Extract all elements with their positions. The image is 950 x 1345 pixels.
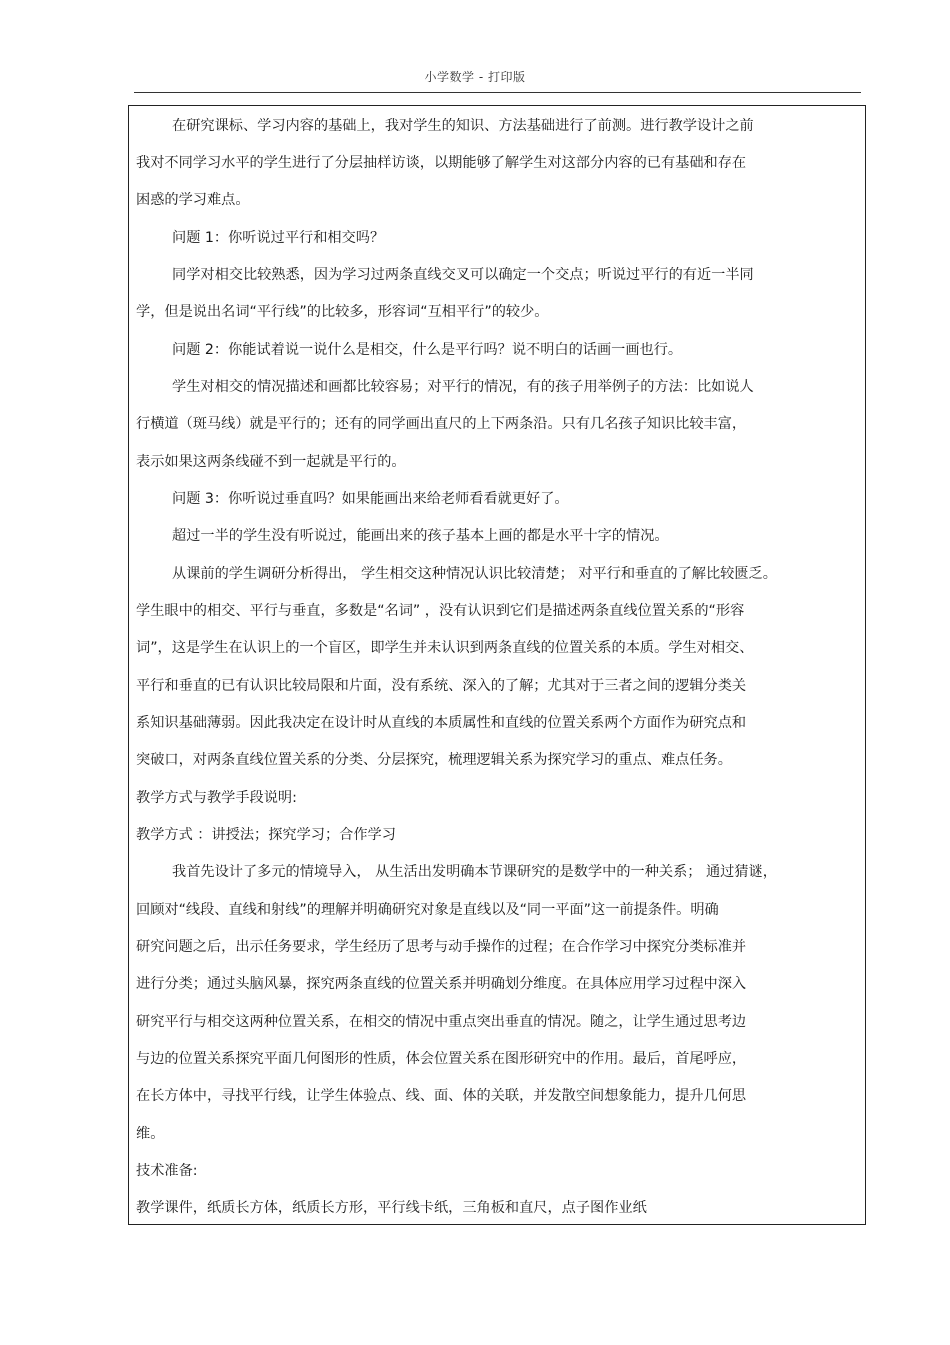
paragraph-line: 突破口，对两条直线位置关系的分类、分层探究，梳理逻辑关系为探究学习的重点、难点任务。 [136, 752, 732, 768]
paragraph-line: 进行分类；通过头脑风暴，探究两条直线的位置关系并明确划分维度。在具体应用学习过程中深入 [136, 976, 747, 992]
paragraph-line: 教学方式 ：讲授法；探究学习；合作学习 [136, 827, 396, 843]
paragraph-line: 表示如果这两条线碰不到一起就是平行的。 [136, 454, 406, 470]
paragraph-line: 回顾对“线段、直线和射线”的理解并明确研究对象是直线以及“同一平面”这一前提条件。明确 [136, 902, 719, 918]
paragraph-line: 教学课件，纸质长方体，纸质长方形，平行线卡纸，三角板和直尺，点子图作业纸 [136, 1200, 647, 1216]
paragraph-line: 从课前的学生调研分析得出， 学生相交这种情况认识比较清楚； 对平行和垂直的了解比较匮乏。 [172, 566, 777, 582]
paragraph-line: 困惑的学习难点。 [136, 192, 250, 208]
paragraph-line: 同学对相交比较熟悉，因为学习过两条直线交叉可以确定一个交点；听说过平行的有近一半同 [172, 267, 754, 283]
paragraph-line: 系知识基础薄弱。因此我决定在设计时从直线的本质属性和直线的位置关系两个方面作为研究点和 [136, 715, 747, 731]
paragraph-line: 研究问题之后，出示任务要求，学生经历了思考与动手操作的过程；在合作学习中探究分类标准并 [136, 939, 747, 955]
paragraph-line: 在研究课标、学习内容的基础上，我对学生的知识、方法基础进行了前测。进行教学设计之前 [172, 118, 754, 134]
paragraph-line: 我首先设计了多元的情境导入， 从生活出发明确本节课研究的是数学中的一种关系； 通过猜谜， [172, 864, 777, 880]
section-heading: 技术准备: [136, 1163, 198, 1179]
paragraph-line: 在长方体中，寻找平行线，让学生体验点、线、面、体的关联，并发散空间想象能力，提升几何思 [136, 1088, 747, 1104]
paragraph-line: 词”，这是学生在认识上的一个盲区，即学生并未认识到两条直线的位置关系的本质。学生对相交、 [136, 640, 754, 656]
paragraph-line: 平行和垂直的已有认识比较局限和片面，没有系统、深入的了解；尤其对于三者之间的逻辑分类关 [136, 678, 747, 694]
paragraph-line: 行横道（斑马线）就是平行的；还有的同学画出直尺的上下两条沿。只有几名孩子知识比较丰富， [136, 416, 747, 432]
paragraph-line: 学生眼中的相交、平行与垂直，多数是“名词” ，没有认识到它们是描述两条直线位置关系的“形容 [136, 603, 745, 619]
page-header-title: 小学数学 - 打印版 [424, 70, 526, 84]
question-line: 问题 1：你听说过平行和相交吗？ [172, 230, 385, 246]
question-line: 问题 3：你听说过垂直吗？如果能画出来给老师看看就更好了。 [172, 491, 569, 507]
paragraph-line: 超过一半的学生没有听说过，能画出来的孩子基本上画的都是水平十字的情况。 [172, 528, 669, 544]
paragraph-line: 学，但是说出名词“平行线”的比较多，形容词“互相平行”的较少。 [136, 304, 549, 320]
paragraph-line: 我对不同学习水平的学生进行了分层抽样访谈，以期能够了解学生对这部分内容的已有基础和存在 [136, 155, 747, 171]
question-line: 问题 2：你能试着说一说什么是相交，什么是平行吗？说不明白的话画一画也行。 [172, 342, 683, 358]
paragraph-line: 研究平行与相交这两种位置关系，在相交的情况中重点突出垂直的情况。随之，让学生通过思考边 [136, 1014, 747, 1030]
paragraph-line: 维。 [136, 1126, 165, 1142]
paragraph-line: 学生对相交的情况描述和画都比较容易；对平行的情况，有的孩子用举例子的方法：比如说人 [172, 379, 754, 395]
section-heading: 教学方式与教学手段说明: [136, 790, 297, 806]
header-divider [134, 92, 861, 93]
paragraph-line: 与边的位置关系探究平面几何图形的性质，体会位置关系在图形研究中的作用。最后，首尾呼应， [136, 1051, 747, 1067]
